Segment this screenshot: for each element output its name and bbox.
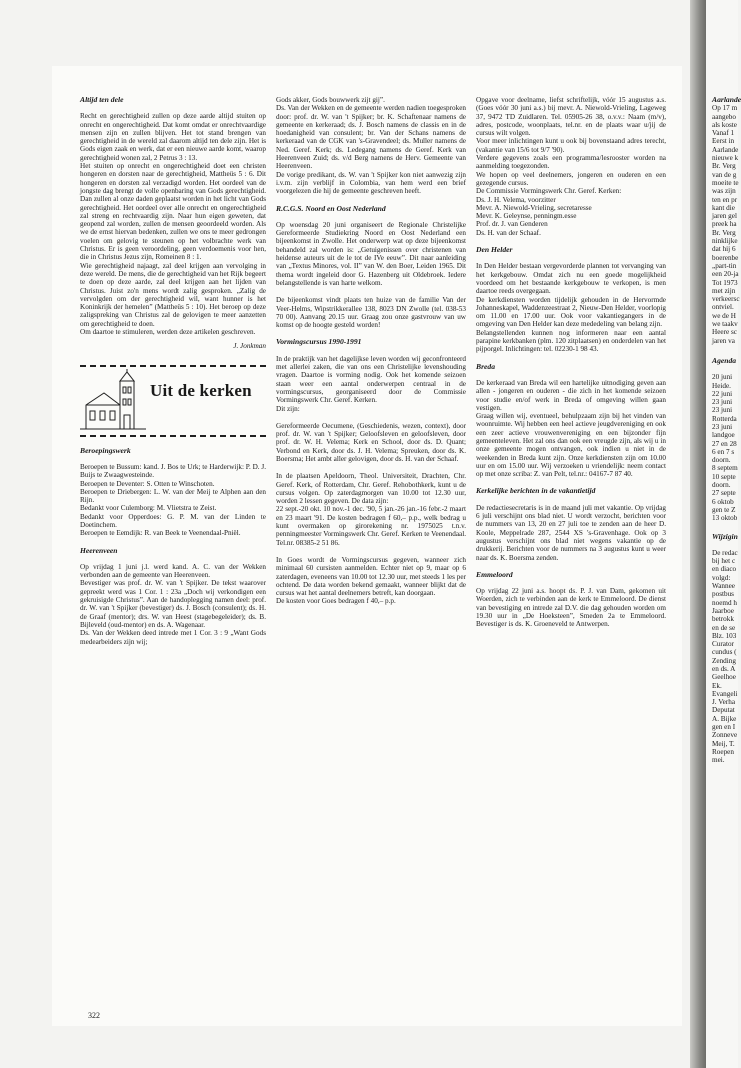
next-page-line: Wannee: [712, 582, 735, 591]
next-page-line: noemd h: [712, 598, 737, 607]
next-page-line: 27 en 28: [712, 439, 737, 448]
beroep-list: [80, 463, 266, 538]
next-page-line: boerenbe: [712, 253, 739, 262]
next-page-lines: [712, 104, 741, 345]
paragraph: De bijeenkomst vindt plaats ten huize van de familie Van der Veer-Helms, Wipstrikkerallee 138, 8023 DN Zwolle (tel. 038-53 70 00). Aanvang 20.15 uur. Graag zou onze gastvrouw van uw komst op de hoogte gesteld worden!: [276, 296, 466, 330]
committee-list: [476, 196, 666, 237]
beroep-item: Bedankt voor Opperdoes: G. P. M. van der Linden te Doetinchem.: [80, 512, 266, 529]
next-page-line: en diaco: [712, 565, 737, 574]
next-page-line: Zending: [712, 656, 736, 665]
next-page-line: betrokk: [712, 615, 734, 624]
next-page-line: Meij, T.: [712, 739, 735, 748]
next-page-line: doorn.: [712, 481, 731, 490]
paragraph: Opgave voor deelname, liefst schriftelijk, vóór 15 augustus a.s. (Goes vóór 30 juni a.s.) bij mevr. A. Niewold-Vrieling, Lageweg 37, 9472 TD Zuidlaren. Tel. 05905-26 38, o.v.v.: Naam (m/v), adres, postcode, woonplaats, tel.nr. en de plaats waar u/jij de cursus wilt volgen.: [476, 96, 666, 138]
next-page-line: ontviel.: [712, 303, 734, 312]
beroep-item: Beroepen te Deventer: S. Otten te Winschoten.: [80, 479, 215, 488]
next-page-line: landgoe: [712, 431, 735, 440]
beroep-item: Beroepen te Eemdijk: R. van Beek te Veenendaal-Pniël.: [80, 529, 241, 538]
heading-vormingscursus: Vormingscursus 1990-1991: [276, 337, 362, 347]
paragraph: De kerkeraad van Breda wil een hartelijke uitnodiging geven aan allen - jongeren en ouderen - die zich in het komende seizoen voor studie en/of werk in Breda of omgeving willen gaan vestigen.: [476, 378, 666, 412]
next-page-line: aangebo: [712, 112, 736, 121]
next-page-line: was zijn: [712, 187, 736, 196]
paragraph: Recht en gerechtigheid zullen op deze aarde altijd stuiten op onrecht en ongerechtigheid. Dat komt omdat er onrechtvaardige mensen zijn en zullen blijven. Het tot stand brengen van gerechtigheid in de wereld zal daarom altijd ten dele zijn. Het is Gods eigen zaak en werk, dat er een nieuwe aarde komt, waarop gerechtigheid wonen zal, 2 Petrus 3 : 13.: [80, 112, 266, 162]
next-page-line: een 20-ja: [712, 270, 739, 279]
next-page-line: ten en pr: [712, 195, 738, 204]
section-banner: [80, 365, 266, 437]
next-page-line: Deputat: [712, 706, 735, 715]
next-page-line: als koste: [712, 120, 737, 129]
committee-member: Mevr. A. Niewold-Vrieling, secretaresse: [476, 203, 592, 212]
committee-member: Mevr. K. Geleynse, penningm.esse: [476, 212, 577, 221]
next-page-line: 23 juni: [712, 406, 733, 415]
next-page-line: mei.: [712, 756, 725, 765]
next-page-heading-wijziging: Wijzigin: [712, 531, 738, 541]
next-page-line: volgd:: [712, 573, 731, 582]
next-page-line: Blz. 103: [712, 631, 737, 640]
next-page-line: Ek.: [712, 681, 722, 690]
heading-emmeloord: Emmeloord: [476, 569, 513, 579]
paragraph: 22 sept.-20 okt. 10 nov.-1 dec. '90, 5 jan.-26 jan.-16 febr.-2 maart en 23 maart '91. De kosten bedragen f 60,– p.p., welk bedrag u kunt overmaken op girorekening nr. 1975025 t.n.v. penningmeester Vormingswerk Chr. Geref. Kerken te Veenendaal. Tel.nr. 08385-2 51 86.: [276, 505, 466, 547]
next-page-line: kant die: [712, 203, 735, 212]
next-page-line: Roepen: [712, 747, 734, 756]
column-2: [276, 96, 466, 606]
next-page-line: cundus (: [712, 648, 737, 657]
paragraph: De Commissie Vormingswerk Chr. Geref. Kerken:: [476, 187, 622, 196]
banner-bottom-rule: [80, 435, 266, 437]
page-number: 322: [88, 1011, 100, 1020]
next-page-line: bij het c: [712, 557, 736, 566]
paragraph: Dit zijn:: [276, 404, 300, 413]
paragraph: Voor meer inlichtingen kunt u ook bij bovenstaand adres terecht, (vakantie van 15/6 tot 9/7 '90).: [476, 137, 666, 154]
next-page-line: 20 juni: [712, 373, 733, 382]
paragraph: In Den Helder bestaan vergevorderde plannen tot vervanging van het kerkgebouw. Omdat zich nu een goede mogelijkheid voordeed om het bestaande kerkgebouw te verkopen, is men daartoe reeds overgegaan.: [476, 262, 666, 296]
next-page-line: 6 oktob: [712, 497, 734, 506]
next-page-line: „part-tin: [712, 261, 737, 270]
next-page-line: Zonneve: [712, 731, 738, 740]
next-page-line: Rotterda: [712, 414, 737, 423]
paragraph: Op woensdag 20 juni organiseert de Regionale Christelijke Gereformeerde Studiekring Noord en Oost Nederland een bijeenkomst in Zwolle. Het onderwerp wat op deze bijeenkomst behandeld zal worden is: „Getuigenissen over christenen van heidense auteurs uit de le tot de IVe eeuw”. Dit naar aanleiding van „Textus Minores, vol. II” van W. den Boer, Leiden 1965. Dit thema wordt ingeleid door G. Hazenberg uit Oldebroek. Iedere belangstellende is van harte welkom.: [276, 220, 466, 287]
column-1: [80, 96, 266, 646]
column-3: [476, 96, 666, 629]
next-page-line: 22 juni: [712, 389, 733, 398]
committee-member: Prof. dr. J. van Genderen: [476, 220, 548, 229]
paragraph: De redactiesecretaris is in de maand juli met vakantie. Op vrijdag 6 juli verschijnt ons blad niet. U wordt verzocht, berichten voor de nummers van 13, 20 en 27 juli toe te zenden aan de heer D. Koole, Meppelrade 287, 2544 XS 's-Gravenhage. Ook op 3 augustus verschijnt ons blad niet wegens vakantie op de drukkerij. Berichten voor de nummers na 3 augustus kunt u weer naar ds. K. Boersma zenden.: [476, 503, 666, 562]
spacer: [276, 547, 466, 556]
next-page-line: postbus: [712, 590, 734, 599]
heading-den-helder: Den Helder: [476, 245, 513, 255]
paragraph: Het stuiten op onrecht en ongerechtigheid doet een christen hongeren en dorsten naar de gerechtigheid, Mattheüs 5 : 6. Dit hongeren en dorsten zal verzadigd worden. Het oordeel van de jongste dag brengt de volle openbaring van Gods gerechtigheid. Dan zullen al onze daden geplaatst worden in het licht van Gods gerechtigheid. Het oordeel over alle onrecht en ongerechtigheid zal streng en rechtvaardig zijn. Naar hun eigen geweten, dat geopend zal worden, zullen de mensen geoordeeld worden. Als we de ernst hiervan bedenken, zullen we ons te meer gedrongen voelen om gelovig te steunen op het volbrachte werk van Christus. Er is geen veroordeling, geen verdoemenis voor hen, die in Christus Jezus zijn, Romeinen 8 : 1.: [80, 162, 266, 262]
next-page-column: [712, 96, 741, 765]
heading-beroepingswerk: Beroepingswerk: [80, 445, 131, 455]
paragraph: Ds. Van der Wekken deed intrede met 1 Cor. 3 : 9 „Want Gods medearbeiders zijn wij;: [80, 629, 266, 646]
paragraph: Op vrijdag 22 juni a.s. hoopt ds. P. J. van Dam, gekomen uit Woerden, zich te verbinden aan de kerk te Emmeloord. De dienst van bevestiging en intrede zal D.V. die dag gehouden worden om 19.30 uur in „De Hoeksteen”, Smeden 2a te Emmeloord. Bevestiger is ds. K. Groeneveld te Antwerpen.: [476, 587, 666, 629]
next-page-agenda-lines: [712, 373, 741, 522]
spacer: [276, 413, 466, 422]
paragraph: Graag willen wij, eventueel, behulpzaam zijn bij het vinden van woonruimte. Wij hebben een heel actieve jeugdvereniging en ook een zeer actieve vrouwenvereniging en een bijzonder fijn gemeenteleven. Het zal ons dan ook een vreugde zijn, als wij u in onze gemeente mogen ontvangen, ook indien u niet in de weekenden in Breda kunt zijn. Onze kerkdiensten zijn om 10.00 uur en om 15.00 uur. Wij verzoeken u vriendelijk: neem contact op met onze scriba: Z. van Pelt, tel.nr.: 04167-7 87 40.: [476, 412, 666, 479]
paragraph: In de plaatsen Apeldoorn, Theol. Universiteit, Drachten, Chr. Geref. Kerk, of Rotterdam, Chr. Geref. Rehobothkerk, kunt u de cursus volgen. Op zaterdagmorgen van 10.00 tot 12.30 uur, worden 2 lessen gegeven. De data zijn:: [276, 472, 466, 506]
page-gutter: [690, 0, 706, 1068]
next-page-line: Br. Verg: [712, 162, 736, 171]
next-page-line: 23 juni: [712, 422, 733, 431]
next-page-heading-aarlanderveen: Aarlande: [712, 95, 741, 104]
next-page-line: 27 septe: [712, 489, 736, 498]
next-page-heading-agenda: Agenda: [712, 355, 737, 365]
next-page-line: A. Bijke: [712, 714, 737, 723]
heading-heerenveen: Heerenveen: [80, 545, 118, 555]
next-page-line: Jaarboe: [712, 606, 734, 615]
next-page-line: Evangeli: [712, 689, 738, 698]
next-page-line: we taakv: [712, 320, 738, 329]
paragraph: In de praktijk van het dagelijkse leven worden wij geconfronteerd met allerlei zaken, die van ons een Christelijke levenshouding vragen. Daartoe is vorming nodig. Ook het komende seizoen staan weer een aantal onderwerpen centraal in de vormingscursus, georganiseerd door de Commissie Vormingswerk Chr. Geref. Kerken.: [276, 354, 466, 405]
next-page-line: jaren gel: [712, 212, 737, 221]
next-page-line: Geelhoe: [712, 673, 736, 682]
next-page-line: en ds. A: [712, 665, 736, 673]
paragraph: De kosten voor Goes bedragen f 40,– p.p.: [276, 597, 396, 606]
next-page-line: gen te Z: [712, 505, 736, 514]
section-title: Uit de kerken: [150, 380, 252, 400]
heading-vakantietijd: Kerkelijke berichten in de vakantietijd: [476, 486, 596, 496]
beroep-item: Beroepen te Bussum: kand. J. Bos te Urk; te Harderwijk: P. D. J. Buijs te Zwaagwesteinde.: [80, 462, 266, 480]
committee-member: Ds. J. H. Velema, voorzitter: [476, 195, 556, 204]
spacer: [276, 287, 466, 296]
paragraph: Verdere gegevens zoals een programma/lesrooster worden na aanmelding toegezonden.: [476, 154, 666, 171]
paragraph: Ds. Van der Wekken en de gemeente werden nadien toegesproken door: prof. dr. W. van 't Spijker; br. K. Schaftenaar namens de gemeente en kerkeraad; ds. J. Bosch namens de classis en in de hoedanigheid van consulent; br. Van der Schans namens de kerkeraad van de CGK van 's-Gravendeel; ds. Muller namens de Ned. Geref. Kerk; ds. Ledegang namens de Geref. Kerk van Heerenveen Zuid; ds. v/d Berg namens de Herv. Gemeente van Heerenveen.: [276, 104, 466, 171]
heading-altijd-ten-dele: Altijd ten dele: [80, 95, 124, 104]
committee-member: Ds. H. van der Schaaf.: [476, 228, 541, 237]
paragraph: Belangstellenden kunnen nog informeren naar een aantal parapine kerkbanken (plm. 120 zitplaatsen) en onderdelen van het pijporgel. Inlichtingen: tel. 02230-1 98 43.: [476, 328, 666, 354]
next-page-line: Heide.: [712, 381, 731, 390]
next-page-line: met zijn: [712, 286, 736, 295]
next-page-line: De redac: [712, 548, 738, 557]
next-page-line: ninklijke: [712, 237, 738, 246]
paragraph: Gereformeerde Oecumene, (Geschiedenis, wezen, context), door prof. dr. W. van 't Spijker; Geloofsleven en geloofsleven, door prof. dr. W. H. Velema; Kerk en School, door ds. D. Quant; Verbond en Kerk, door ds. J. H. Velema; Spreuken, door ds. K. Boersma; Het ambt aller gelovigen, door ds. H. van der Schaaf.: [276, 421, 466, 463]
church-icon: [80, 371, 146, 431]
beroep-item: Beroepen te Driebergen: L. W. van der Meij te Alphen aan den Rijn.: [80, 487, 266, 505]
next-page-wijziging-lines: [712, 549, 741, 765]
heading-breda: Breda: [476, 361, 495, 371]
next-page-line: moeite te: [712, 178, 739, 187]
next-page-line: 13 oktob: [712, 514, 738, 523]
next-page-line: gen en I: [712, 723, 736, 732]
next-page-line: en de se: [712, 623, 736, 632]
next-page-line: Br. Verg: [712, 228, 736, 237]
next-page-line: verkeersc: [712, 295, 740, 304]
heading-rcgs: R.C.G.S. Noord en Oost Nederland: [276, 203, 386, 213]
paragraph: Op vrijdag 1 juni j.l. werd kand. A. C. van der Wekken verbonden aan de gemeente van Heerenveen.: [80, 562, 266, 580]
next-page-line: 8 septem: [712, 464, 738, 473]
paragraph: In Goes wordt de Vormingscursus gegeven, wanneer zich minimaal 60 cursisten aanmelden. Echter niet op 9, maar op 6 zaterdagen, eveneens van 10.00 tot 12.30 uur, met steeds 1 les per ochtend. De data worden bekend gemaakt, wanneer blijkt dat de cursus wat het aantal deelnemers betreft, kan doorgaan.: [276, 555, 466, 598]
next-page-line: Aarlande: [712, 145, 739, 154]
paragraph: De kerkdiensten worden tijdelijk gehouden in de Hervormde Johanneskapel, Waddenzeestraat 2, Nieuw-Den Helder, voorlopig om 11.00 en 17.00 uur. Ook voor vakantiegangers in de omgeving van Den Helder kan deze mededeling van belang zijn.: [476, 295, 666, 329]
next-page-line: van de g: [712, 170, 737, 179]
next-page-line: Heere sc: [712, 328, 737, 337]
paragraph: De vorige predikant, ds. W. van 't Spijker kon niet aanwezig zijn i.v.m. zijn verblijf in Colombia, van hem werd een brief voorgelezen die hij de gemeente geschreven heeft.: [276, 170, 466, 196]
next-page-line: jaren va: [712, 336, 735, 345]
next-page-line: Op 17 m: [712, 104, 738, 113]
next-page-edge: [706, 0, 741, 1068]
paragraph: Wie gerechtigheid najaagt, zal deel krijgen aan vervolging in deze wereld. De mens, die de gerechtigheid van het Rijk begeert te doen op deze aarde, zal deel krijgen aan het lijden van Christus. Juist zo'n mens wordt zalig gesproken. „Zalig de vervolgden om der gerechtigheid wil, want hunner is het Koninkrijk der hemelen” (Mattheüs 5 : 10). Het beroep op deze zaligspreking van Christus zal de gelovigen te meer aanzetten om gerechtigheid te doen.: [80, 261, 266, 328]
next-page-line: doorn.: [712, 456, 731, 465]
paragraph: Gods akker, Gods bouwwerk zijt gij”.: [276, 96, 385, 104]
banner-top-rule: [80, 365, 266, 367]
beroep-item: Bedankt voor Culemborg: M. Vlietstra te Zeist.: [80, 504, 217, 513]
next-page-line: dat hij 6: [712, 245, 736, 254]
paragraph: Om daartoe te stimuleren, werden deze artikelen geschreven.: [80, 328, 256, 337]
next-page-line: Curator: [712, 640, 734, 649]
spacer: [276, 463, 466, 472]
next-page-line: nieuwe k: [712, 154, 739, 163]
next-page-line: 6 en 7 s: [712, 447, 735, 456]
next-page-line: preek ha: [712, 220, 737, 229]
next-page-line: Vanaf 1: [712, 129, 735, 138]
next-page-line: 10 septe: [712, 472, 736, 481]
next-page-line: Eerst in: [712, 137, 735, 146]
paragraph: We hopen op veel deelnemers, jongeren en ouderen en een gezegende cursus.: [476, 170, 666, 187]
next-page-line: J. Verha: [712, 698, 736, 707]
next-page-line: Tot 1973: [712, 278, 738, 287]
next-page-line: 23 juni: [712, 398, 733, 407]
next-page-line: we de H: [712, 311, 736, 320]
signature: J. Jonkman: [233, 342, 266, 351]
paragraph: Bevestiger was prof. dr. W. van 't Spijker. De tekst waarover gepreekt werd was 1 Cor. 1 : 23a „Doch wij verkondigen een gekruisigde Christus”. Aan de handoplegging namen deel: prof. dr. W. van 't Spijker (bevestiger) ds. J. Bosch (consulent); ds. H. de Graaf (mentor); drs. W. van Heest (stagebegeleider); ds. B. Bijleveld (oud-mentor) en ds. A. Wagenaar.: [80, 579, 266, 629]
